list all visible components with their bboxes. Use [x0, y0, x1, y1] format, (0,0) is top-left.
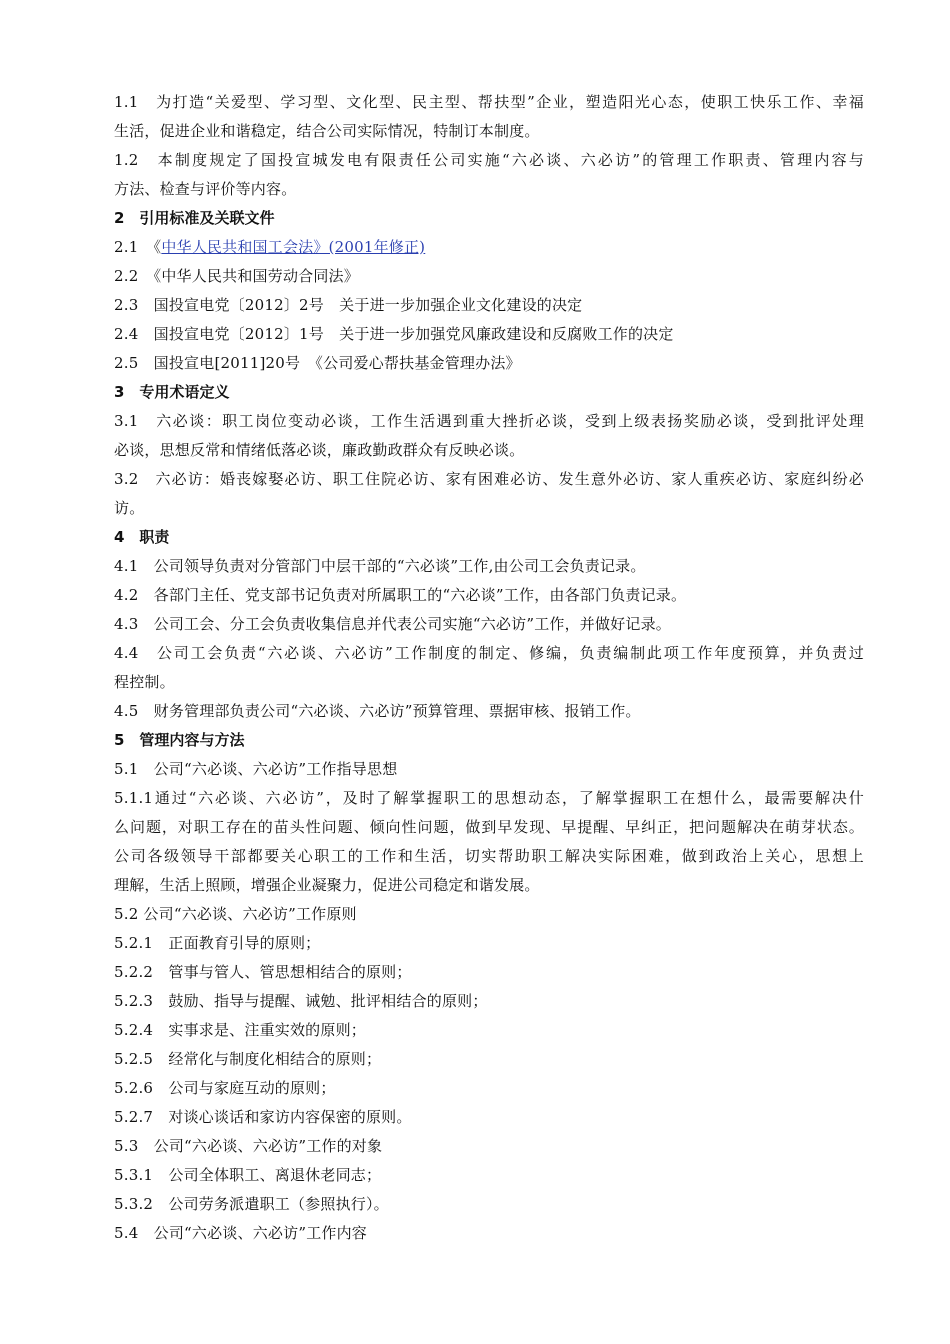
clause-2-1-number: 2.1 《 [114, 238, 162, 256]
clause-5-1: 5.1 公司“六必谈、六必访”工作指导思想 [114, 760, 398, 778]
clause-1-1-line-2: 生活，促进企业和谐稳定，结合公司实际情况，特制订本制度。 [114, 122, 540, 140]
clause-5-1-1-line-3: 公司各级领导干部都要关心职工的工作和生活，切实帮助职工解决实际困难，做到政治上关心，思想上 [114, 847, 864, 865]
section-2-heading: 2 引用标准及关联文件 [114, 209, 275, 227]
clause-3-1-line-1: 3.1 六必谈：职工岗位变动必谈，工作生活遇到重大挫折必谈，受到上级表扬奖励必谈，受到批评处理 [114, 412, 864, 430]
clause-3-2-line-1: 3.2 六必访：婚丧嫁娶必访、职工住院必访、家有困难必访、发生意外必访、家人重疾必访、家庭纠纷必 [114, 470, 864, 488]
clause-5-2-2: 5.2.2 管事与管人、管思想相结合的原则； [114, 963, 412, 981]
section-3-heading: 3 专用术语定义 [114, 383, 230, 401]
clause-1-1-line-1: 1.1 为打造“关爱型、学习型、文化型、民主型、帮扶型”企业，塑造阳光心态，使职工快乐工作、幸福 [114, 93, 864, 111]
clause-2-1 [114, 233, 864, 262]
clause-2-2: 2.2 《中华人民共和国劳动合同法》 [114, 267, 359, 285]
clause-5-4: 5.4 公司“六必谈、六必访”工作内容 [114, 1224, 367, 1242]
clause-5-1-1-line-2: 么问题，对职工存在的苗头性问题、倾向性问题，做到早发现、早提醒、早纠正，把问题解决在萌芽状态。 [114, 818, 864, 836]
clause-3-1-line-2: 必谈，思想反常和情绪低落必谈，廉政勤政群众有反映必谈。 [114, 441, 525, 459]
clause-2-3: 2.3 国投宣电党〔2012〕2号 关于进一步加强企业文化建设的决定 [114, 296, 583, 314]
clause-4-4-line-2: 程控制。 [114, 673, 175, 691]
clause-4-5: 4.5 财务管理部负责公司“六必谈、六必访”预算管理、票据审核、报销工作。 [114, 702, 641, 720]
clause-5-2-3: 5.2.3 鼓励、指导与提醒、诫勉、批评相结合的原则； [114, 992, 488, 1010]
clause-1-2-line-1: 1.2 本制度规定了国投宣城发电有限责任公司实施“六必谈、六必访”的管理工作职责、管理内容与 [114, 151, 864, 169]
section-5-heading: 5 管理内容与方法 [114, 731, 245, 749]
clause-5-1-1-line-4: 理解，生活上照顾，增强企业凝聚力，促进公司稳定和谐发展。 [114, 876, 540, 894]
clause-4-3: 4.3 公司工会、分工会负责收集信息并代表公司实施“六必访”工作，并做好记录。 [114, 615, 671, 633]
clause-5-3: 5.3 公司“六必谈、六必访”工作的对象 [114, 1137, 383, 1155]
clause-5-2-4: 5.2.4 实事求是、注重实效的原则； [114, 1021, 366, 1039]
clause-5-2-1: 5.2.1 正面教育引导的原则； [114, 934, 321, 952]
clause-5-2-5: 5.2.5 经常化与制度化相结合的原则； [114, 1050, 382, 1068]
clause-2-5: 2.5 国投宣电[2011]20号 《公司爱心帮扶基金管理办法》 [114, 354, 521, 372]
clause-5-2-7: 5.2.7 对谈心谈话和家访内容保密的原则。 [114, 1108, 412, 1126]
clause-5-2: 5.2 公司“六必谈、六必访”工作原则 [114, 905, 357, 923]
clause-4-1: 4.1 公司领导负责对分管部门中层干部的“六必谈”工作,由公司工会负责记录。 [114, 557, 646, 575]
clause-2-4: 2.4 国投宣电党〔2012〕1号 关于进一步加强党风廉政建设和反腐败工作的决定 [114, 325, 674, 343]
clause-1-2-line-2: 方法、检查与评价等内容。 [114, 180, 297, 198]
document-page [114, 88, 864, 1248]
clause-5-1-1-line-1: 5.1.1通过“六必谈、六必访”，及时了解掌握职工的思想动态，了解掌握职工在想什么，最需要解决什 [114, 789, 864, 807]
clause-5-3-1: 5.3.1 公司全体职工、离退休老同志； [114, 1166, 382, 1184]
clause-5-2-6: 5.2.6 公司与家庭互动的原则； [114, 1079, 336, 1097]
clause-4-2: 4.2 各部门主任、党支部书记负责对所属职工的“六必谈”工作，由各部门负责记录。 [114, 586, 687, 604]
clause-4-4-line-1: 4.4 公司工会负责“六必谈、六必访”工作制度的制定、修编，负责编制此项工作年度预算，并负责过 [114, 644, 864, 662]
clause-5-3-2: 5.3.2 公司劳务派遣职工（参照执行）。 [114, 1195, 389, 1213]
trade-union-law-link[interactable]: 中华人民共和国工会法》(2001年修正) [161, 238, 426, 256]
section-4-heading: 4 职责 [114, 528, 170, 546]
clause-3-2-line-2: 访。 [114, 499, 145, 517]
